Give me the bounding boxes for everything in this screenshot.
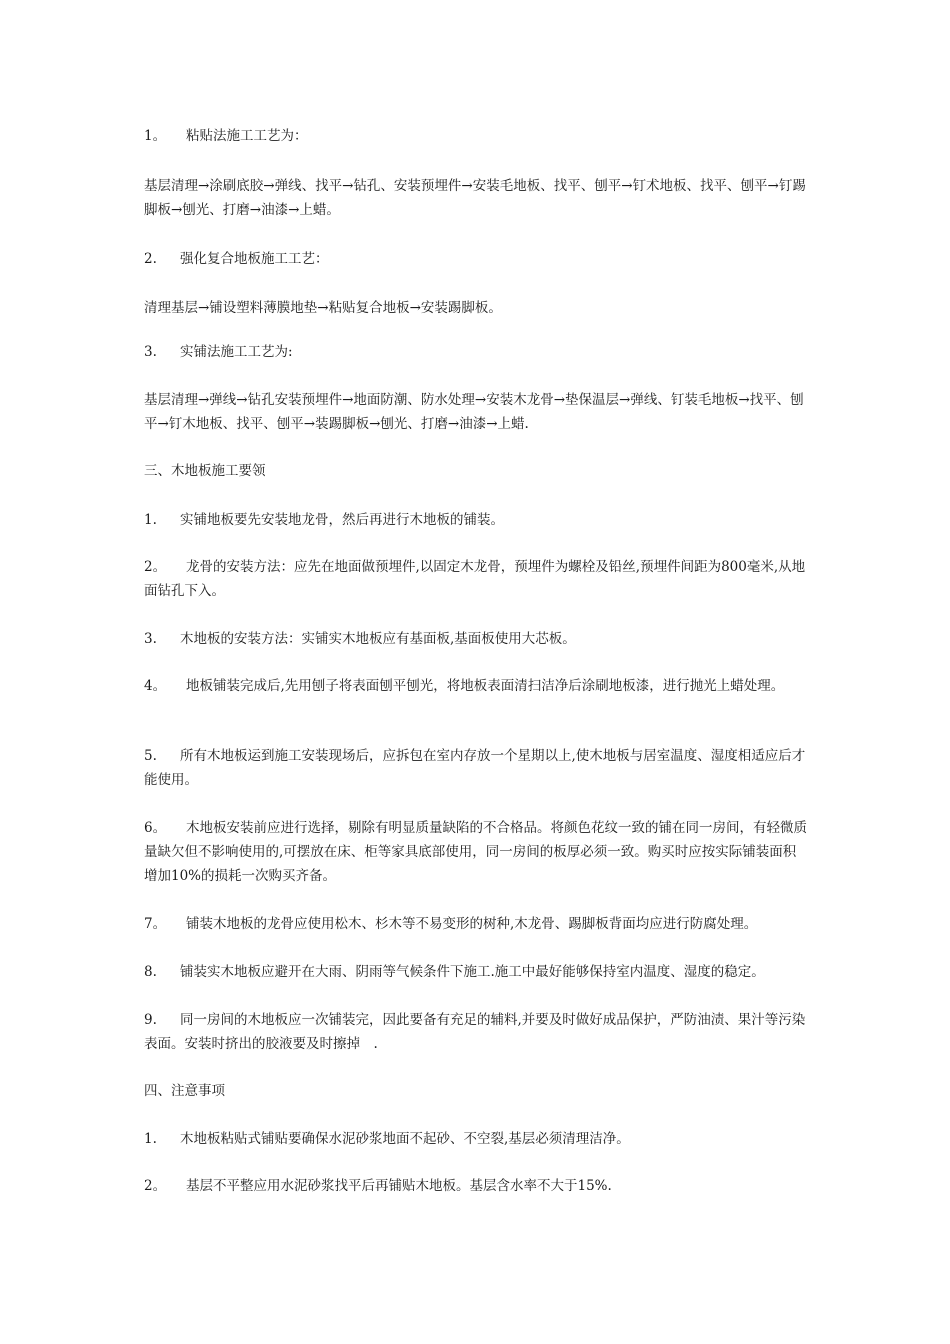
list-item [144, 816, 808, 888]
item-number: 8. [144, 964, 157, 980]
item-text: 强化复合地板施工工艺： [180, 251, 329, 267]
paragraph-step-2-heading [144, 247, 808, 271]
paragraph-process-3 [144, 388, 808, 436]
section-heading-3 [144, 459, 808, 483]
item-number: 1。 [144, 128, 167, 144]
item-text: 基层不平整应用水泥砂浆找平后再铺贴木地板。基层含水率不大于15%. [186, 1178, 612, 1194]
item-number: 3. [144, 344, 157, 360]
section-title: 三、木地板施工要领 [144, 463, 266, 479]
item-text: 清理基层→铺设塑料薄膜地垫→粘贴复合地板→安装踢脚板。 [144, 300, 502, 316]
item-text: 龙骨的安装方法：应先在地面做预埋件,以固定木龙骨，预埋件为螺栓及铅丝,预埋件间距为800毫米,从地面钻孔下入。 [144, 559, 806, 599]
item-number: 9. [144, 1012, 157, 1028]
item-text: 实铺地板要先安装地龙骨，然后再进行木地板的铺装。 [180, 512, 504, 528]
item-text: 所有木地板运到施工安装现场后，应拆包在室内存放一个星期以上,使木地板与居室温度、湿度相适应后才能使用。 [144, 748, 806, 788]
item-text: 地板铺装完成后,先用刨子将表面刨平刨光，将地板表面清扫洁净后涂刷地板漆，进行抛光上蜡处理。 [186, 678, 785, 694]
paragraph-step-3-heading [144, 340, 808, 364]
paragraph-process-1 [144, 174, 808, 222]
item-text: 铺装木地板的龙骨应使用松木、杉木等不易变形的树种,木龙骨、踢脚板背面均应进行防腐处理。 [186, 916, 758, 932]
list-item [144, 555, 808, 603]
list-item [144, 674, 808, 698]
item-text: 木地板安装前应进行选择，剔除有明显质量缺陷的不合格品。将颜色花纹一致的铺在同一房间，有轻微质量缺欠但不影响使用的,可摆放在床、柜等家具底部使用，同一房间的板厚必须一致。购买时应按实际铺装面积增加10%的损耗一次购买齐备。 [144, 820, 807, 884]
item-text: 基层清理→涂刷底胶→弹线、找平→钻孔、安装预埋件→安装毛地板、找平、刨平→钉术地板、找平、刨平→钉踢脚板→刨光、打磨→油漆→上蜡。 [144, 178, 806, 218]
list-item [144, 627, 808, 651]
item-text: 木地板的安装方法：实铺实木地板应有基面板,基面板使用大芯板。 [180, 631, 576, 647]
item-number: 7。 [144, 916, 167, 932]
item-number: 1. [144, 1131, 157, 1147]
item-number: 2。 [144, 1178, 167, 1194]
section-heading-4 [144, 1079, 808, 1103]
item-text: 粘贴法施工工艺为： [186, 128, 308, 144]
item-number: 6。 [144, 820, 167, 836]
list-item [144, 1174, 808, 1198]
list-item [144, 508, 808, 532]
paragraph-process-2 [144, 296, 808, 320]
list-item [144, 1127, 808, 1151]
item-text: 基层清理→弹线→钻孔安装预埋件→地面防潮、防水处理→安装木龙骨→垫保温层→弹线、钉装毛地板→找平、刨平→钉木地板、找平、刨平→装踢脚板→刨光、打磨→油漆→上蜡. [144, 392, 804, 432]
item-text: 木地板粘贴式铺贴要确保水泥砂浆地面不起砂、不空裂,基层必须清理洁净。 [180, 1131, 630, 1147]
list-item [144, 960, 808, 984]
list-item [144, 1008, 808, 1056]
item-number: 3. [144, 631, 157, 647]
item-number: 4。 [144, 678, 167, 694]
item-number: 1. [144, 512, 157, 528]
section-title: 四、注意事项 [144, 1083, 225, 1099]
item-text: 同一房间的木地板应一次铺装完，因此要备有充足的辅料,并要及时做好成品保护，严防油渍、果汁等污染表面。安装时挤出的胶液要及时擦掉 . [144, 1012, 806, 1052]
item-number: 2. [144, 251, 157, 267]
paragraph-step-1-heading [144, 124, 808, 148]
item-number: 5. [144, 748, 157, 764]
list-item [144, 744, 808, 792]
item-text: 铺装实木地板应避开在大雨、阴雨等气候条件下施工.施工中最好能够保持室内温度、湿度的稳定。 [180, 964, 765, 980]
item-text: 实铺法施工工艺为: [180, 344, 293, 360]
list-item [144, 912, 808, 936]
item-number: 2。 [144, 559, 167, 575]
